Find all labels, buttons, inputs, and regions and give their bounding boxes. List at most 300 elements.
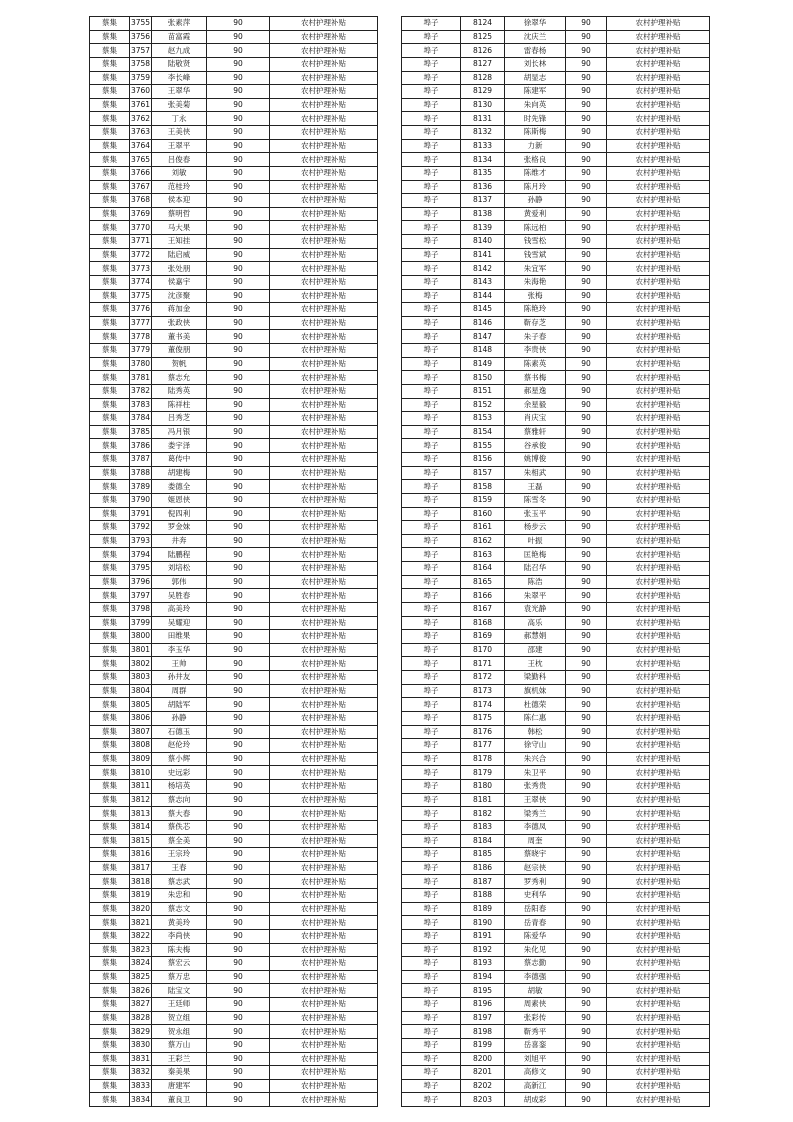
name-cell: 丁永 (152, 112, 207, 126)
town-cell: 埠子 (402, 889, 461, 903)
amount-cell: 90 (566, 834, 607, 848)
name-cell: 陈维才 (505, 166, 566, 180)
name-cell: 董书美 (152, 330, 207, 344)
subsidy-type-cell: 农村护理补贴 (607, 534, 710, 548)
amount-cell: 90 (566, 1079, 607, 1093)
subsidy-type-cell: 农村护理补贴 (270, 589, 378, 603)
name-cell: 吴耀迎 (152, 616, 207, 630)
name-cell: 朱子春 (505, 330, 566, 344)
subsidy-type-cell: 农村护理补贴 (607, 739, 710, 753)
name-cell: 张玉平 (505, 507, 566, 521)
name-cell: 朱宜军 (505, 262, 566, 276)
serial-cell: 3808 (130, 739, 152, 753)
serial-cell: 3804 (130, 684, 152, 698)
town-cell: 蔡集 (90, 970, 130, 984)
serial-cell: 3799 (130, 616, 152, 630)
serial-cell: 8142 (461, 262, 505, 276)
serial-cell: 3763 (130, 126, 152, 140)
town-cell: 埠子 (402, 671, 461, 685)
serial-cell: 8145 (461, 303, 505, 317)
subsidy-type-cell: 农村护理补贴 (270, 575, 378, 589)
town-cell: 蔡集 (90, 166, 130, 180)
amount-cell: 90 (566, 643, 607, 657)
town-cell: 蔡集 (90, 194, 130, 208)
amount-cell: 90 (566, 929, 607, 943)
serial-cell: 8191 (461, 929, 505, 943)
subsidy-type-cell: 农村护理补贴 (607, 698, 710, 712)
serial-cell: 3800 (130, 630, 152, 644)
serial-cell: 8187 (461, 875, 505, 889)
town-cell: 埠子 (402, 684, 461, 698)
town-cell: 蔡集 (90, 384, 130, 398)
town-cell: 蔡集 (90, 562, 130, 576)
amount-cell: 90 (566, 1011, 607, 1025)
town-cell: 蔡集 (90, 889, 130, 903)
table-row (402, 357, 710, 371)
name-cell: 陈月玲 (505, 180, 566, 194)
subsidy-type-cell: 农村护理补贴 (270, 344, 378, 358)
name-cell: 蔡志勤 (505, 957, 566, 971)
serial-cell: 8193 (461, 957, 505, 971)
name-cell: 韩松 (505, 725, 566, 739)
town-cell: 蔡集 (90, 493, 130, 507)
subsidy-type-cell: 农村护理补贴 (270, 698, 378, 712)
subsidy-type-cell: 农村护理补贴 (270, 1025, 378, 1039)
serial-cell: 8151 (461, 384, 505, 398)
amount-cell: 90 (207, 711, 270, 725)
name-cell: 陆鹏程 (152, 548, 207, 562)
name-cell: 唐建军 (152, 1079, 207, 1093)
subsidy-type-cell: 农村护理补贴 (270, 262, 378, 276)
amount-cell: 90 (566, 957, 607, 971)
table-row (90, 425, 378, 439)
town-cell: 蔡集 (90, 289, 130, 303)
name-cell: 胡成彩 (505, 1093, 566, 1107)
table-row (402, 766, 710, 780)
name-cell: 沈庆兰 (505, 30, 566, 44)
amount-cell: 90 (566, 57, 607, 71)
serial-cell: 8197 (461, 1011, 505, 1025)
subsidy-type-cell: 农村护理补贴 (270, 17, 378, 31)
town-cell: 埠子 (402, 630, 461, 644)
town-cell: 埠子 (402, 466, 461, 480)
table-row (402, 384, 710, 398)
serial-cell: 8176 (461, 725, 505, 739)
serial-cell: 3789 (130, 480, 152, 494)
table-row (90, 875, 378, 889)
name-cell: 石德玉 (152, 725, 207, 739)
table-row (402, 466, 710, 480)
name-cell: 张秀贵 (505, 780, 566, 794)
serial-cell: 3759 (130, 71, 152, 85)
serial-cell: 3806 (130, 711, 152, 725)
amount-cell: 90 (207, 671, 270, 685)
town-cell: 蔡集 (90, 480, 130, 494)
name-cell: 陈素英 (505, 357, 566, 371)
subsidy-type-cell: 农村护理补贴 (270, 861, 378, 875)
serial-cell: 3783 (130, 398, 152, 412)
amount-cell: 90 (566, 616, 607, 630)
serial-cell: 3784 (130, 412, 152, 426)
subsidy-type-cell: 农村护理补贴 (607, 30, 710, 44)
table-row (402, 112, 710, 126)
serial-cell: 8146 (461, 316, 505, 330)
serial-cell: 8170 (461, 643, 505, 657)
town-cell: 蔡集 (90, 1066, 130, 1080)
subsidy-type-cell: 农村护理补贴 (607, 153, 710, 167)
table-row (90, 575, 378, 589)
amount-cell: 90 (207, 1011, 270, 1025)
town-cell: 蔡集 (90, 643, 130, 657)
table-row (90, 344, 378, 358)
subsidy-type-cell: 农村护理补贴 (270, 371, 378, 385)
town-cell: 埠子 (402, 371, 461, 385)
serial-cell: 3767 (130, 180, 152, 194)
name-cell: 袁光静 (505, 602, 566, 616)
table-row (402, 480, 710, 494)
amount-cell: 90 (207, 780, 270, 794)
subsidy-type-cell: 农村护理补贴 (607, 820, 710, 834)
amount-cell: 90 (566, 698, 607, 712)
subsidy-type-cell: 农村护理补贴 (607, 589, 710, 603)
town-cell: 蔡集 (90, 221, 130, 235)
subsidy-type-cell: 农村护理补贴 (607, 330, 710, 344)
subsidy-type-cell: 农村护理补贴 (607, 630, 710, 644)
table-row (90, 589, 378, 603)
amount-cell: 90 (207, 1025, 270, 1039)
name-cell: 陆敬贤 (152, 57, 207, 71)
subsidy-type-cell: 农村护理补贴 (607, 902, 710, 916)
town-cell: 埠子 (402, 1079, 461, 1093)
town-cell: 蔡集 (90, 916, 130, 930)
table-row (90, 357, 378, 371)
table-row (402, 207, 710, 221)
serial-cell: 3811 (130, 780, 152, 794)
table-row (402, 262, 710, 276)
subsidy-type-cell: 农村护理补贴 (607, 398, 710, 412)
amount-cell: 90 (566, 425, 607, 439)
serial-cell: 3774 (130, 275, 152, 289)
amount-cell: 90 (566, 1066, 607, 1080)
town-cell: 蔡集 (90, 521, 130, 535)
table-row (90, 861, 378, 875)
subsidy-type-cell: 农村护理补贴 (270, 153, 378, 167)
serial-cell: 8179 (461, 766, 505, 780)
name-cell: 赵伦玲 (152, 739, 207, 753)
table-row (402, 889, 710, 903)
name-cell: 贺帆 (152, 357, 207, 371)
subsidy-type-cell: 农村护理补贴 (607, 616, 710, 630)
amount-cell: 90 (566, 548, 607, 562)
table-row (402, 780, 710, 794)
subsidy-type-cell: 农村护理补贴 (607, 671, 710, 685)
serial-cell: 3764 (130, 139, 152, 153)
serial-cell: 8149 (461, 357, 505, 371)
amount-cell: 90 (566, 1025, 607, 1039)
town-cell: 埠子 (402, 507, 461, 521)
town-cell: 埠子 (402, 453, 461, 467)
serial-cell: 8169 (461, 630, 505, 644)
name-cell: 陈雪冬 (505, 493, 566, 507)
name-cell: 谷承俊 (505, 439, 566, 453)
name-cell: 陆秀英 (152, 384, 207, 398)
serial-cell: 8129 (461, 85, 505, 99)
amount-cell: 90 (207, 889, 270, 903)
table-row (90, 916, 378, 930)
subsidy-type-cell: 农村护理补贴 (270, 984, 378, 998)
town-cell: 埠子 (402, 412, 461, 426)
amount-cell: 90 (207, 166, 270, 180)
town-cell: 埠子 (402, 17, 461, 31)
table-row (90, 1038, 378, 1052)
name-cell: 陈仁惠 (505, 711, 566, 725)
town-cell: 埠子 (402, 384, 461, 398)
town-cell: 蔡集 (90, 71, 130, 85)
town-cell: 蔡集 (90, 957, 130, 971)
table-row (90, 834, 378, 848)
serial-cell: 3771 (130, 235, 152, 249)
name-cell: 梁勤科 (505, 671, 566, 685)
town-cell: 埠子 (402, 275, 461, 289)
serial-cell: 3822 (130, 929, 152, 943)
name-cell: 旗机妹 (505, 684, 566, 698)
amount-cell: 90 (566, 889, 607, 903)
town-cell: 埠子 (402, 330, 461, 344)
subsidy-type-cell: 农村护理补贴 (270, 657, 378, 671)
subsidy-type-cell: 农村护理补贴 (607, 793, 710, 807)
town-cell: 蔡集 (90, 902, 130, 916)
subsidy-type-cell: 农村护理补贴 (607, 602, 710, 616)
subsidy-type-cell: 农村护理补贴 (270, 834, 378, 848)
subsidy-type-cell: 农村护理补贴 (607, 521, 710, 535)
table-row (402, 303, 710, 317)
subsidy-type-cell: 农村护理补贴 (270, 998, 378, 1012)
table-row (402, 902, 710, 916)
subsidy-type-cell: 农村护理补贴 (270, 425, 378, 439)
table-row (402, 1052, 710, 1066)
serial-cell: 8150 (461, 371, 505, 385)
subsidy-type-cell: 农村护理补贴 (607, 289, 710, 303)
serial-cell: 3769 (130, 207, 152, 221)
table-row (402, 861, 710, 875)
subsidy-type-cell: 农村护理补贴 (270, 357, 378, 371)
town-cell: 埠子 (402, 752, 461, 766)
name-cell: 李尚侠 (152, 929, 207, 943)
name-cell: 肖庆宝 (505, 412, 566, 426)
name-cell: 田维果 (152, 630, 207, 644)
amount-cell: 90 (207, 480, 270, 494)
serial-cell: 3813 (130, 807, 152, 821)
table-row (402, 630, 710, 644)
serial-cell: 8196 (461, 998, 505, 1012)
table-row (402, 453, 710, 467)
table-row (90, 998, 378, 1012)
amount-cell: 90 (207, 248, 270, 262)
serial-cell: 3820 (130, 902, 152, 916)
subsidy-type-cell: 农村护理补贴 (607, 548, 710, 562)
serial-cell: 8201 (461, 1066, 505, 1080)
serial-cell: 3831 (130, 1052, 152, 1066)
subsidy-type-cell: 农村护理补贴 (270, 126, 378, 140)
table-row (402, 126, 710, 140)
town-cell: 蔡集 (90, 711, 130, 725)
amount-cell: 90 (207, 575, 270, 589)
serial-cell: 8202 (461, 1079, 505, 1093)
serial-cell: 8163 (461, 548, 505, 562)
amount-cell: 90 (566, 30, 607, 44)
amount-cell: 90 (566, 357, 607, 371)
subsidy-type-cell: 农村护理补贴 (270, 398, 378, 412)
amount-cell: 90 (207, 657, 270, 671)
amount-cell: 90 (566, 1052, 607, 1066)
name-cell: 蔡万山 (152, 1038, 207, 1052)
name-cell: 王帅 (152, 657, 207, 671)
subsidy-type-cell: 农村护理补贴 (270, 548, 378, 562)
serial-cell: 3823 (130, 943, 152, 957)
table-row (402, 562, 710, 576)
serial-cell: 8168 (461, 616, 505, 630)
town-cell: 蔡集 (90, 344, 130, 358)
serial-cell: 8180 (461, 780, 505, 794)
table-row (402, 875, 710, 889)
name-cell: 陈浩 (505, 575, 566, 589)
table-row (402, 521, 710, 535)
serial-cell: 8172 (461, 671, 505, 685)
table-row (402, 166, 710, 180)
amount-cell: 90 (566, 970, 607, 984)
name-cell: 郭伟 (152, 575, 207, 589)
table-row (402, 139, 710, 153)
subsidy-type-cell: 农村护理补贴 (270, 602, 378, 616)
subsidy-type-cell: 农村护理补贴 (270, 57, 378, 71)
name-cell: 蔡万忠 (152, 970, 207, 984)
table-row (90, 44, 378, 58)
table-row (90, 793, 378, 807)
amount-cell: 90 (566, 1093, 607, 1107)
serial-cell: 3817 (130, 861, 152, 875)
amount-cell: 90 (566, 412, 607, 426)
table-row (402, 752, 710, 766)
serial-cell: 3795 (130, 562, 152, 576)
name-cell: 李德强 (505, 970, 566, 984)
name-cell: 赵宗侠 (505, 861, 566, 875)
amount-cell: 90 (207, 330, 270, 344)
subsidy-type-cell: 农村护理补贴 (270, 780, 378, 794)
amount-cell: 90 (207, 384, 270, 398)
subsidy-type-cell: 农村护理补贴 (607, 1079, 710, 1093)
serial-cell: 8127 (461, 57, 505, 71)
serial-cell: 8157 (461, 466, 505, 480)
table-row (402, 575, 710, 589)
name-cell: 王廷师 (152, 998, 207, 1012)
table-row (402, 98, 710, 112)
serial-cell: 3766 (130, 166, 152, 180)
name-cell: 朱翠平 (505, 589, 566, 603)
name-cell: 余星毅 (505, 398, 566, 412)
subsidy-type-cell: 农村护理补贴 (607, 711, 710, 725)
subsidy-type-cell: 农村护理补贴 (607, 875, 710, 889)
subsidy-type-cell: 农村护理补贴 (270, 766, 378, 780)
amount-cell: 90 (566, 752, 607, 766)
name-cell: 陆召华 (505, 562, 566, 576)
table-row (90, 698, 378, 712)
serial-cell: 8161 (461, 521, 505, 535)
amount-cell: 90 (207, 534, 270, 548)
table-row (90, 1011, 378, 1025)
serial-cell: 3787 (130, 453, 152, 467)
subsidy-type-cell: 农村护理补贴 (607, 180, 710, 194)
subsidy-type-cell: 农村护理补贴 (607, 970, 710, 984)
town-cell: 埠子 (402, 180, 461, 194)
serial-cell: 3786 (130, 439, 152, 453)
name-cell: 王春 (152, 861, 207, 875)
town-cell: 埠子 (402, 262, 461, 276)
table-row (90, 739, 378, 753)
serial-cell: 8184 (461, 834, 505, 848)
table-row (402, 916, 710, 930)
name-cell: 杜德荣 (505, 698, 566, 712)
town-cell: 蔡集 (90, 630, 130, 644)
table-row (402, 984, 710, 998)
amount-cell: 90 (566, 793, 607, 807)
amount-cell: 90 (207, 303, 270, 317)
amount-cell: 90 (566, 602, 607, 616)
name-cell: 陈艳玲 (505, 303, 566, 317)
town-cell: 埠子 (402, 602, 461, 616)
amount-cell: 90 (207, 834, 270, 848)
table-row (90, 153, 378, 167)
name-cell: 朱兴合 (505, 752, 566, 766)
name-cell: 姚博俊 (505, 453, 566, 467)
table-row (90, 725, 378, 739)
subsidy-type-cell: 农村护理补贴 (270, 1052, 378, 1066)
amount-cell: 90 (207, 984, 270, 998)
amount-cell: 90 (207, 235, 270, 249)
serial-cell: 8181 (461, 793, 505, 807)
subsidy-type-cell: 农村护理补贴 (607, 71, 710, 85)
name-cell: 娄德全 (152, 480, 207, 494)
table-row (90, 330, 378, 344)
subsidy-type-cell: 农村护理补贴 (270, 711, 378, 725)
name-cell: 董良卫 (152, 1093, 207, 1107)
amount-cell: 90 (566, 711, 607, 725)
amount-cell: 90 (207, 412, 270, 426)
table-row (90, 711, 378, 725)
name-cell: 周群 (152, 684, 207, 698)
amount-cell: 90 (566, 344, 607, 358)
subsidy-type-cell: 农村护理补贴 (270, 929, 378, 943)
table-row (90, 439, 378, 453)
subsidy-type-cell: 农村护理补贴 (607, 453, 710, 467)
serial-cell: 3797 (130, 589, 152, 603)
subsidy-type-cell: 农村护理补贴 (607, 126, 710, 140)
serial-cell: 3810 (130, 766, 152, 780)
table-row (402, 848, 710, 862)
serial-cell: 8152 (461, 398, 505, 412)
subsidy-type-cell: 农村护理补贴 (270, 221, 378, 235)
subsidy-type-cell: 农村护理补贴 (270, 943, 378, 957)
serial-cell: 3788 (130, 466, 152, 480)
table-row (90, 929, 378, 943)
name-cell: 钱雪斌 (505, 248, 566, 262)
name-cell: 胡敏 (505, 984, 566, 998)
amount-cell: 90 (207, 153, 270, 167)
serial-cell: 8159 (461, 493, 505, 507)
town-cell: 埠子 (402, 1011, 461, 1025)
table-row (402, 17, 710, 31)
table-row (402, 44, 710, 58)
subsidy-type-cell: 农村护理补贴 (607, 344, 710, 358)
